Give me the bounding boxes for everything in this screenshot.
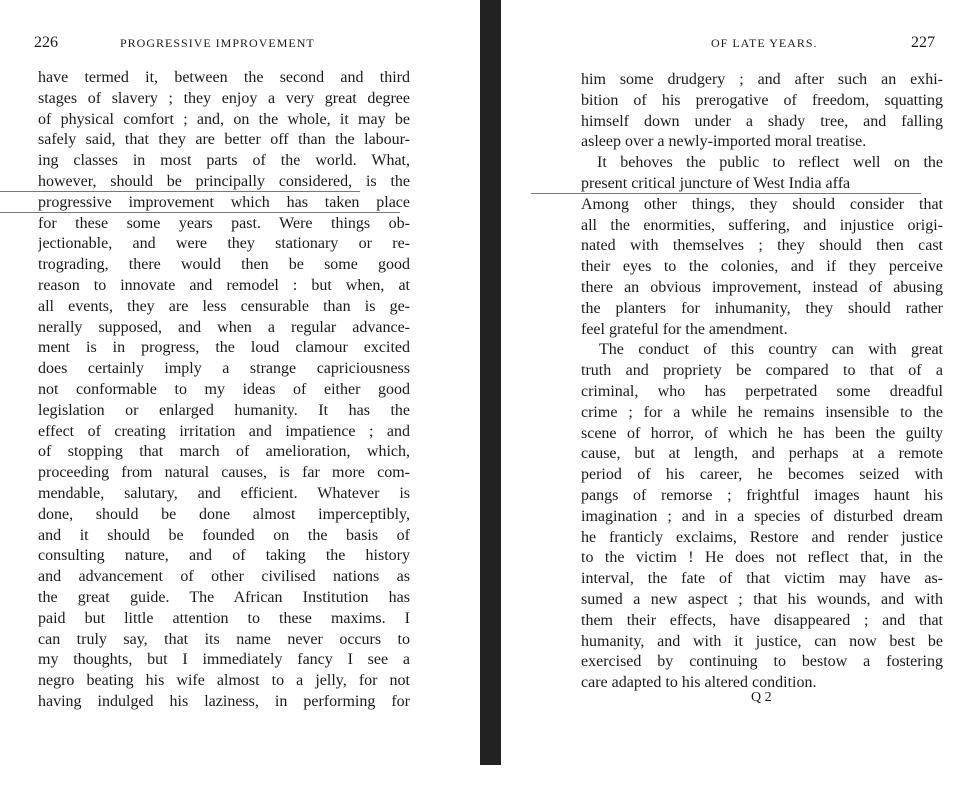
- text-line: It behoves the public to reflect well on the: [597, 154, 943, 172]
- text-line: humanity, and with it justice, can now best be: [581, 632, 943, 650]
- text-line: trograding, there would then be some good: [38, 256, 410, 274]
- text-line: care adapted to his altered condition.: [581, 674, 817, 692]
- text-line: negro beating his wife almost to a jelly, for not: [38, 672, 410, 690]
- text-line: their eyes to the colonies, and if they perceive: [581, 258, 943, 276]
- text-line: criminal, who has perpetrated some dreadful: [581, 382, 943, 400]
- page-number: 227: [911, 34, 935, 51]
- signature-mark: Q 2: [751, 690, 772, 705]
- text-line: consulting nature, and of taking the history: [38, 547, 410, 565]
- text-line: pangs of remorse ; frightful images haunt his: [581, 486, 943, 504]
- page-number: 226: [34, 34, 58, 51]
- text-line: the great guide. The African Institution has: [38, 588, 410, 606]
- text-line: sumed a new aspect ; that his wounds, and with: [581, 590, 943, 608]
- left-page: [0, 0, 480, 797]
- text-line: proceeding from natural causes, is far more com-: [38, 464, 410, 482]
- running-head: OF LATE YEARS.: [711, 36, 818, 50]
- text-line: paid but little attention to these maxims. I: [38, 609, 410, 627]
- right-text-block: [581, 70, 943, 694]
- text-line: bition of his prerogative of freedom, squatting: [581, 91, 943, 109]
- text-line: him some drudgery ; and after such an exhi-: [581, 71, 943, 88]
- text-line: interval, the fate of that victim may have as-: [581, 570, 943, 588]
- text-line: ment is in progress, the loud clamour excited: [38, 339, 410, 357]
- text-line: however, should be principally considered, is the: [38, 172, 410, 190]
- text-line: nated with themselves ; they should then cast: [581, 237, 943, 255]
- text-line: exercised by continuing to bestow a fostering: [581, 653, 943, 671]
- text-line: he franticly exclaims, Restore and render justice: [581, 528, 943, 546]
- text-line: to the victim ! He does not reflect that, in the: [581, 549, 943, 567]
- text-line: them their effects, have disappeared ; and that: [581, 611, 943, 629]
- text-line: ing classes in most parts of the world. What,: [38, 152, 410, 170]
- left-text-block: [38, 68, 410, 713]
- text-line: the planters for inhumanity, they should rather: [581, 299, 943, 317]
- text-line: stages of slavery ; they enjoy a very great degree: [38, 89, 410, 107]
- text-line: and it should be founded on the basis of: [38, 526, 410, 544]
- text-line: asleep over a newly-imported moral treatise.: [581, 133, 867, 151]
- text-line: period of his career, he becomes seized with: [581, 466, 943, 484]
- text-line: have termed it, between the second and third: [38, 69, 410, 86]
- running-head: PROGRESSIVE IMPROVEMENT: [120, 36, 315, 50]
- text-line: for these some years past. Were things ob-: [38, 214, 410, 232]
- text-line: having indulged his laziness, in performing for: [38, 692, 410, 710]
- text-line: of physical comfort ; and, on the whole, it may be: [38, 110, 410, 128]
- text-line: not conformable to my ideas of either good: [38, 380, 410, 398]
- text-line: progressive improvement which has taken place: [38, 193, 410, 211]
- text-line: can truly say, that its name never occurs to: [38, 630, 410, 648]
- text-line: The conduct of this country can with great: [599, 341, 943, 359]
- text-line: my thoughts, but I immediately fancy I see a: [38, 651, 410, 669]
- text-line: reason to innovate and remodel : but when, at: [38, 276, 410, 294]
- text-line: there an obvious improvement, instead of abusing: [581, 278, 943, 296]
- text-line: of stopping that march of amelioration, which,: [38, 443, 410, 461]
- text-line: legislation or enlarged humanity. It has the: [38, 401, 410, 419]
- text-line: truth and propriety be compared to that of a: [581, 362, 943, 380]
- gutter-gap: [480, 765, 501, 797]
- text-line: nerally supposed, and when a regular advance-: [38, 318, 410, 336]
- text-line: feel grateful for the amendment.: [581, 320, 788, 338]
- text-line: and advancement of other civilised nations as: [38, 568, 410, 586]
- text-line: jectionable, and were they stationary or re-: [38, 235, 410, 253]
- text-line: effect of creating irritation and impatience ; and: [38, 422, 410, 440]
- text-line: cause, but at length, and perhaps at a remote: [581, 445, 943, 463]
- text-line: done, should be done almost imperceptibly,: [38, 505, 410, 523]
- text-line: all events, they are less censurable than is ge-: [38, 297, 410, 315]
- book-gutter: [480, 0, 501, 765]
- right-page: [501, 0, 980, 797]
- text-line: Among other things, they should consider that: [581, 195, 943, 213]
- text-line: scene of horror, of which he has been the guilty: [581, 424, 943, 442]
- text-line: imagination ; and in a species of disturbed dream: [581, 507, 943, 525]
- text-line: does certainly imply a strange capriciousness: [38, 360, 410, 378]
- text-line: mendable, salutary, and efficient. Whatever is: [38, 484, 410, 502]
- text-line: crime ; for a while he remains insensible to the: [581, 403, 943, 421]
- text-line: himself down under a shady tree, and falling: [581, 112, 943, 130]
- text-line: present critical juncture of West India affa: [581, 174, 851, 192]
- text-line: all the enormities, suffering, and injustice origi-: [581, 216, 943, 234]
- text-line: safely said, that they are better off than the labour-: [38, 131, 410, 149]
